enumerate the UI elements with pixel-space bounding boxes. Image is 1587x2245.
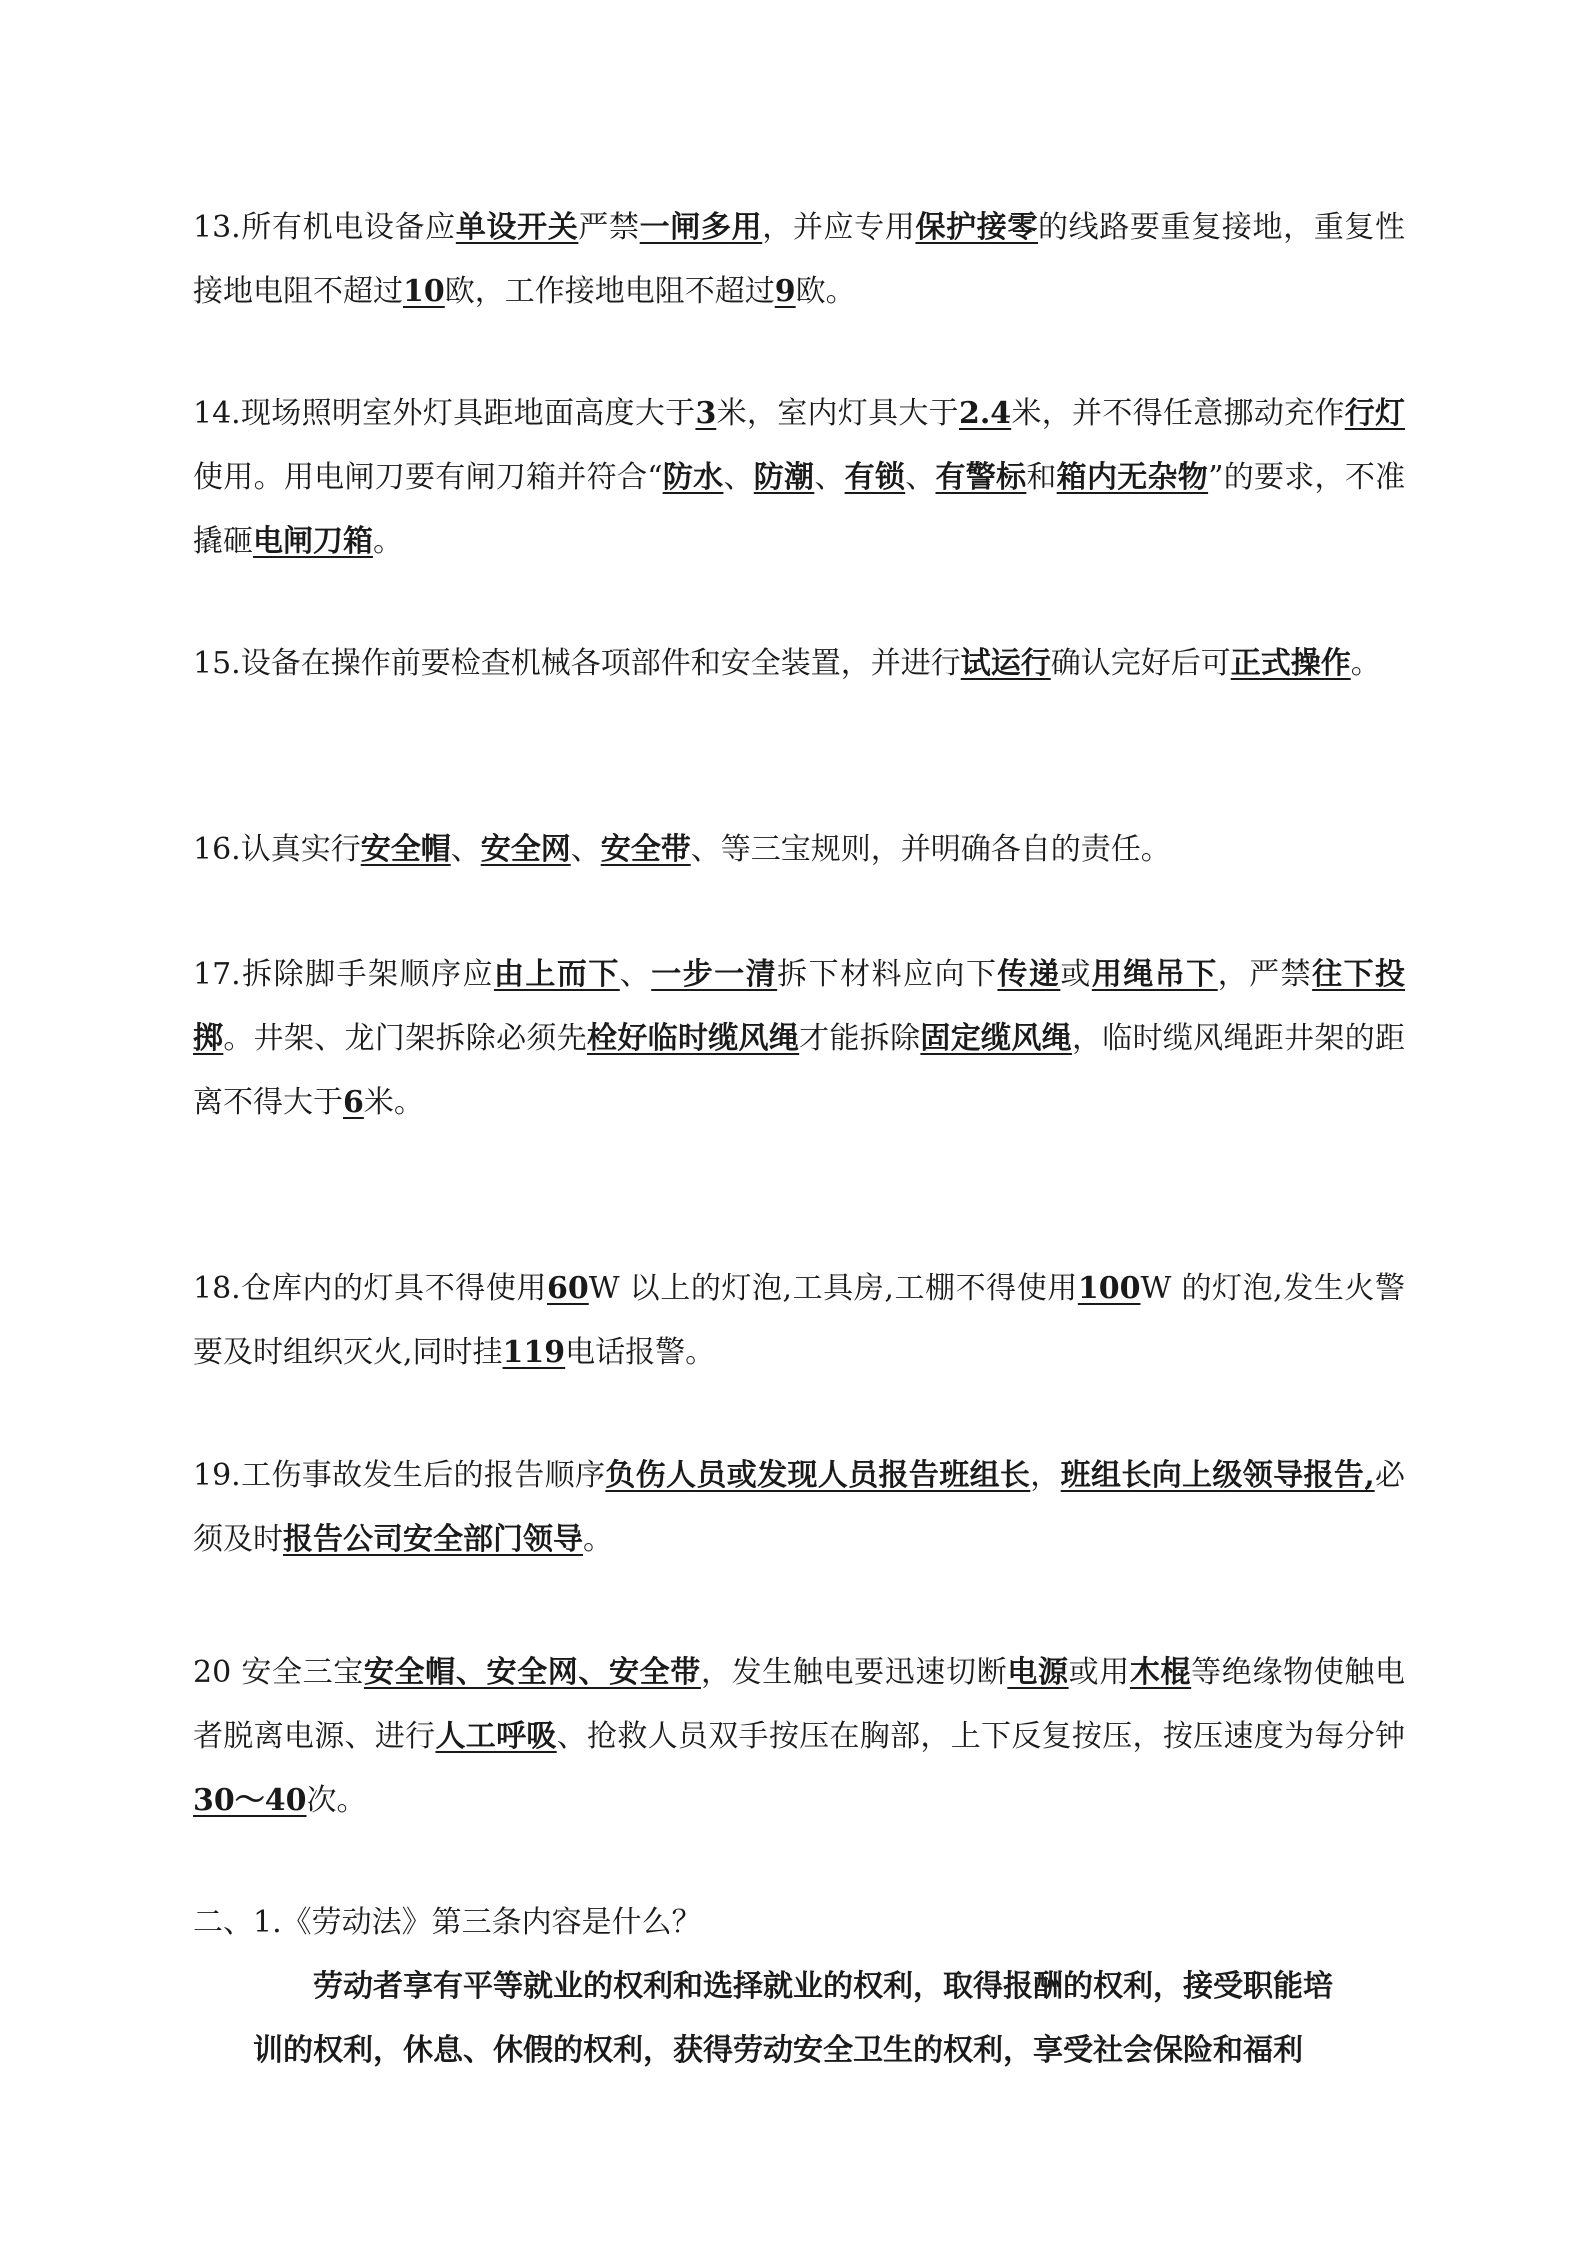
question-text: 等绝缘物使触电者脱离电源、进行 bbox=[193, 1655, 1406, 1754]
question-text: ，严禁 bbox=[1217, 957, 1313, 992]
answer-blank: 电闸刀箱 bbox=[253, 524, 373, 559]
question-text: 。 bbox=[583, 1522, 613, 1557]
question-text: 米，室内灯具大于 bbox=[716, 396, 959, 431]
answer-blank: 3 bbox=[695, 396, 717, 431]
answer-blank: 一步一清 bbox=[651, 957, 778, 992]
answer-blank: 100 bbox=[1077, 1271, 1141, 1306]
question-text: ，临时缆风绳距井架的距离不得大于 bbox=[193, 1021, 1406, 1120]
question-text: 和 bbox=[1026, 460, 1057, 495]
question-text: 确认完好后可 bbox=[1050, 646, 1231, 681]
question-text: 。 bbox=[1350, 646, 1381, 681]
answer-blank: 有锁 bbox=[844, 460, 906, 495]
answer-blank: 用绳吊下 bbox=[1091, 957, 1218, 992]
answer-blank: 防水 bbox=[662, 460, 724, 495]
question-text: 或用 bbox=[1068, 1655, 1130, 1690]
question-text: W 的灯泡,发生火警要及时组织灭火,同时挂 bbox=[193, 1271, 1405, 1370]
answer-blank: 有警标 bbox=[935, 460, 1027, 495]
answer-blank: 箱内无杂物 bbox=[1056, 460, 1209, 495]
question-19 bbox=[193, 1444, 1405, 1572]
question-text: 严禁 bbox=[578, 210, 640, 245]
question-text: 17.拆除脚手架顺序应 bbox=[193, 957, 494, 992]
question-16 bbox=[193, 818, 1405, 882]
question-text: 的线路要重复接地，重复性接地电阻不超过 bbox=[193, 210, 1406, 309]
question-text: 。井架、龙门架拆除必须先 bbox=[223, 1021, 588, 1056]
question-text: 、等三宝规则，并明确各自的责任。 bbox=[690, 832, 1171, 867]
question-text: 才能拆除 bbox=[799, 1021, 921, 1056]
question-14 bbox=[193, 382, 1405, 574]
question-text: 15.设备在操作前要检查机械各项部件和安全装置，并进行 bbox=[193, 646, 961, 681]
question-text: 14.现场照明室外灯具距地面高度大于 bbox=[193, 396, 696, 431]
answer-blank: 报告公司安全部门领导 bbox=[283, 1522, 583, 1557]
question-text: 米。 bbox=[363, 1085, 424, 1120]
answer-blank: 由上而下 bbox=[493, 957, 620, 992]
question-text: 、 bbox=[570, 832, 601, 867]
question-text: 。 bbox=[373, 524, 403, 559]
answer-blank: 2.4 bbox=[958, 396, 1012, 431]
question-text: 欧，工作接地电阻不超过 bbox=[444, 274, 775, 309]
question-text: ，并应专用 bbox=[762, 210, 916, 245]
answer-blank: 10 bbox=[403, 274, 445, 309]
answer-blank: 安全帽、安全网、安全带 bbox=[363, 1655, 701, 1690]
answer-blank: 9 bbox=[774, 274, 796, 309]
question-text: 电话报警。 bbox=[565, 1335, 716, 1370]
answer-blank: 119 bbox=[502, 1335, 566, 1370]
answer-blank: 人工呼吸 bbox=[435, 1719, 557, 1754]
answer-blank: 6 bbox=[343, 1085, 364, 1120]
answer-blank: 保护接零 bbox=[915, 210, 1038, 245]
question-20 bbox=[193, 1641, 1405, 1833]
answer-blank: 木棍 bbox=[1129, 1655, 1192, 1690]
section-2-question: 二、1.《劳动法》第三条内容是什么？ bbox=[193, 1905, 702, 1940]
question-text: 欧。 bbox=[795, 274, 856, 309]
question-text: 拆下材料应向下 bbox=[777, 957, 998, 992]
question-13 bbox=[193, 196, 1405, 324]
answer-blank: 单设开关 bbox=[455, 210, 579, 245]
question-text: 、 bbox=[450, 832, 481, 867]
answer-line: 劳动者享有平等就业的权利和选择就业的权利，取得报酬的权利，接受职能培 bbox=[313, 1969, 1333, 2004]
answer-blank: 传递 bbox=[997, 957, 1061, 992]
question-text: 、 bbox=[723, 460, 754, 495]
answer-blank: 安全网 bbox=[480, 832, 571, 867]
answer-blank: 安全带 bbox=[600, 832, 691, 867]
answer-blank: 负伤人员或发现人员报告班组长 bbox=[605, 1458, 1031, 1493]
question-text: 18.仓库内的灯具不得使用 bbox=[193, 1271, 547, 1306]
question-text: 、 bbox=[905, 460, 936, 495]
section-2-answer bbox=[193, 1955, 1405, 2083]
answer-line: 训的权利，休息、休假的权利，获得劳动安全卫生的权利，享受社会保险和福利 bbox=[253, 2033, 1303, 2068]
question-18 bbox=[193, 1257, 1405, 1385]
question-text: 必须及时 bbox=[193, 1458, 1406, 1557]
answer-blank: 60 bbox=[546, 1271, 589, 1306]
answer-blank: 安全帽 bbox=[360, 832, 451, 867]
answer-blank: 班组长向上级领导报告, bbox=[1060, 1458, 1375, 1493]
answer-blank: 防潮 bbox=[753, 460, 815, 495]
question-text: W 以上的灯泡,工具房,工棚不得使用 bbox=[588, 1271, 1078, 1306]
question-text: 13.所有机电设备应 bbox=[193, 210, 456, 245]
question-text: 或 bbox=[1060, 957, 1092, 992]
question-text: 、抢救人员双手按压在胸部，上下反复按压，按压速度为每分钟 bbox=[556, 1719, 1406, 1754]
question-17 bbox=[193, 943, 1405, 1135]
question-text: 19.工伤事故发生后的报告顺序 bbox=[193, 1458, 606, 1493]
answer-blank: 栓好临时缆风绳 bbox=[587, 1021, 800, 1056]
question-text: 16.认真实行 bbox=[193, 832, 361, 867]
question-text: 次。 bbox=[306, 1783, 367, 1818]
question-text: 米，并不得任意挪动充作 bbox=[1011, 396, 1345, 431]
answer-blank: 固定缆风绳 bbox=[920, 1021, 1072, 1056]
question-text: 、 bbox=[814, 460, 845, 495]
answer-blank: 往下投掷 bbox=[193, 957, 1406, 1056]
answer-blank: 一闸多用 bbox=[639, 210, 763, 245]
question-text: 使用。用电闸刀要有闸刀箱并符合“ bbox=[193, 460, 663, 495]
question-text: 、 bbox=[619, 957, 652, 992]
answer-blank: 正式操作 bbox=[1230, 646, 1351, 681]
answer-blank: 试运行 bbox=[960, 646, 1051, 681]
question-text: 20 安全三宝 bbox=[193, 1655, 364, 1690]
answer-blank: 行灯 bbox=[1344, 396, 1406, 431]
answer-blank: 30～40 bbox=[193, 1783, 307, 1818]
question-text: ，发生触电要迅速切断 bbox=[700, 1655, 1008, 1690]
question-text: ”的要求，不准撬砸 bbox=[193, 460, 1406, 559]
question-text: ， bbox=[1030, 1458, 1061, 1493]
question-15 bbox=[193, 632, 1405, 696]
answer-blank: 电源 bbox=[1007, 1655, 1069, 1690]
